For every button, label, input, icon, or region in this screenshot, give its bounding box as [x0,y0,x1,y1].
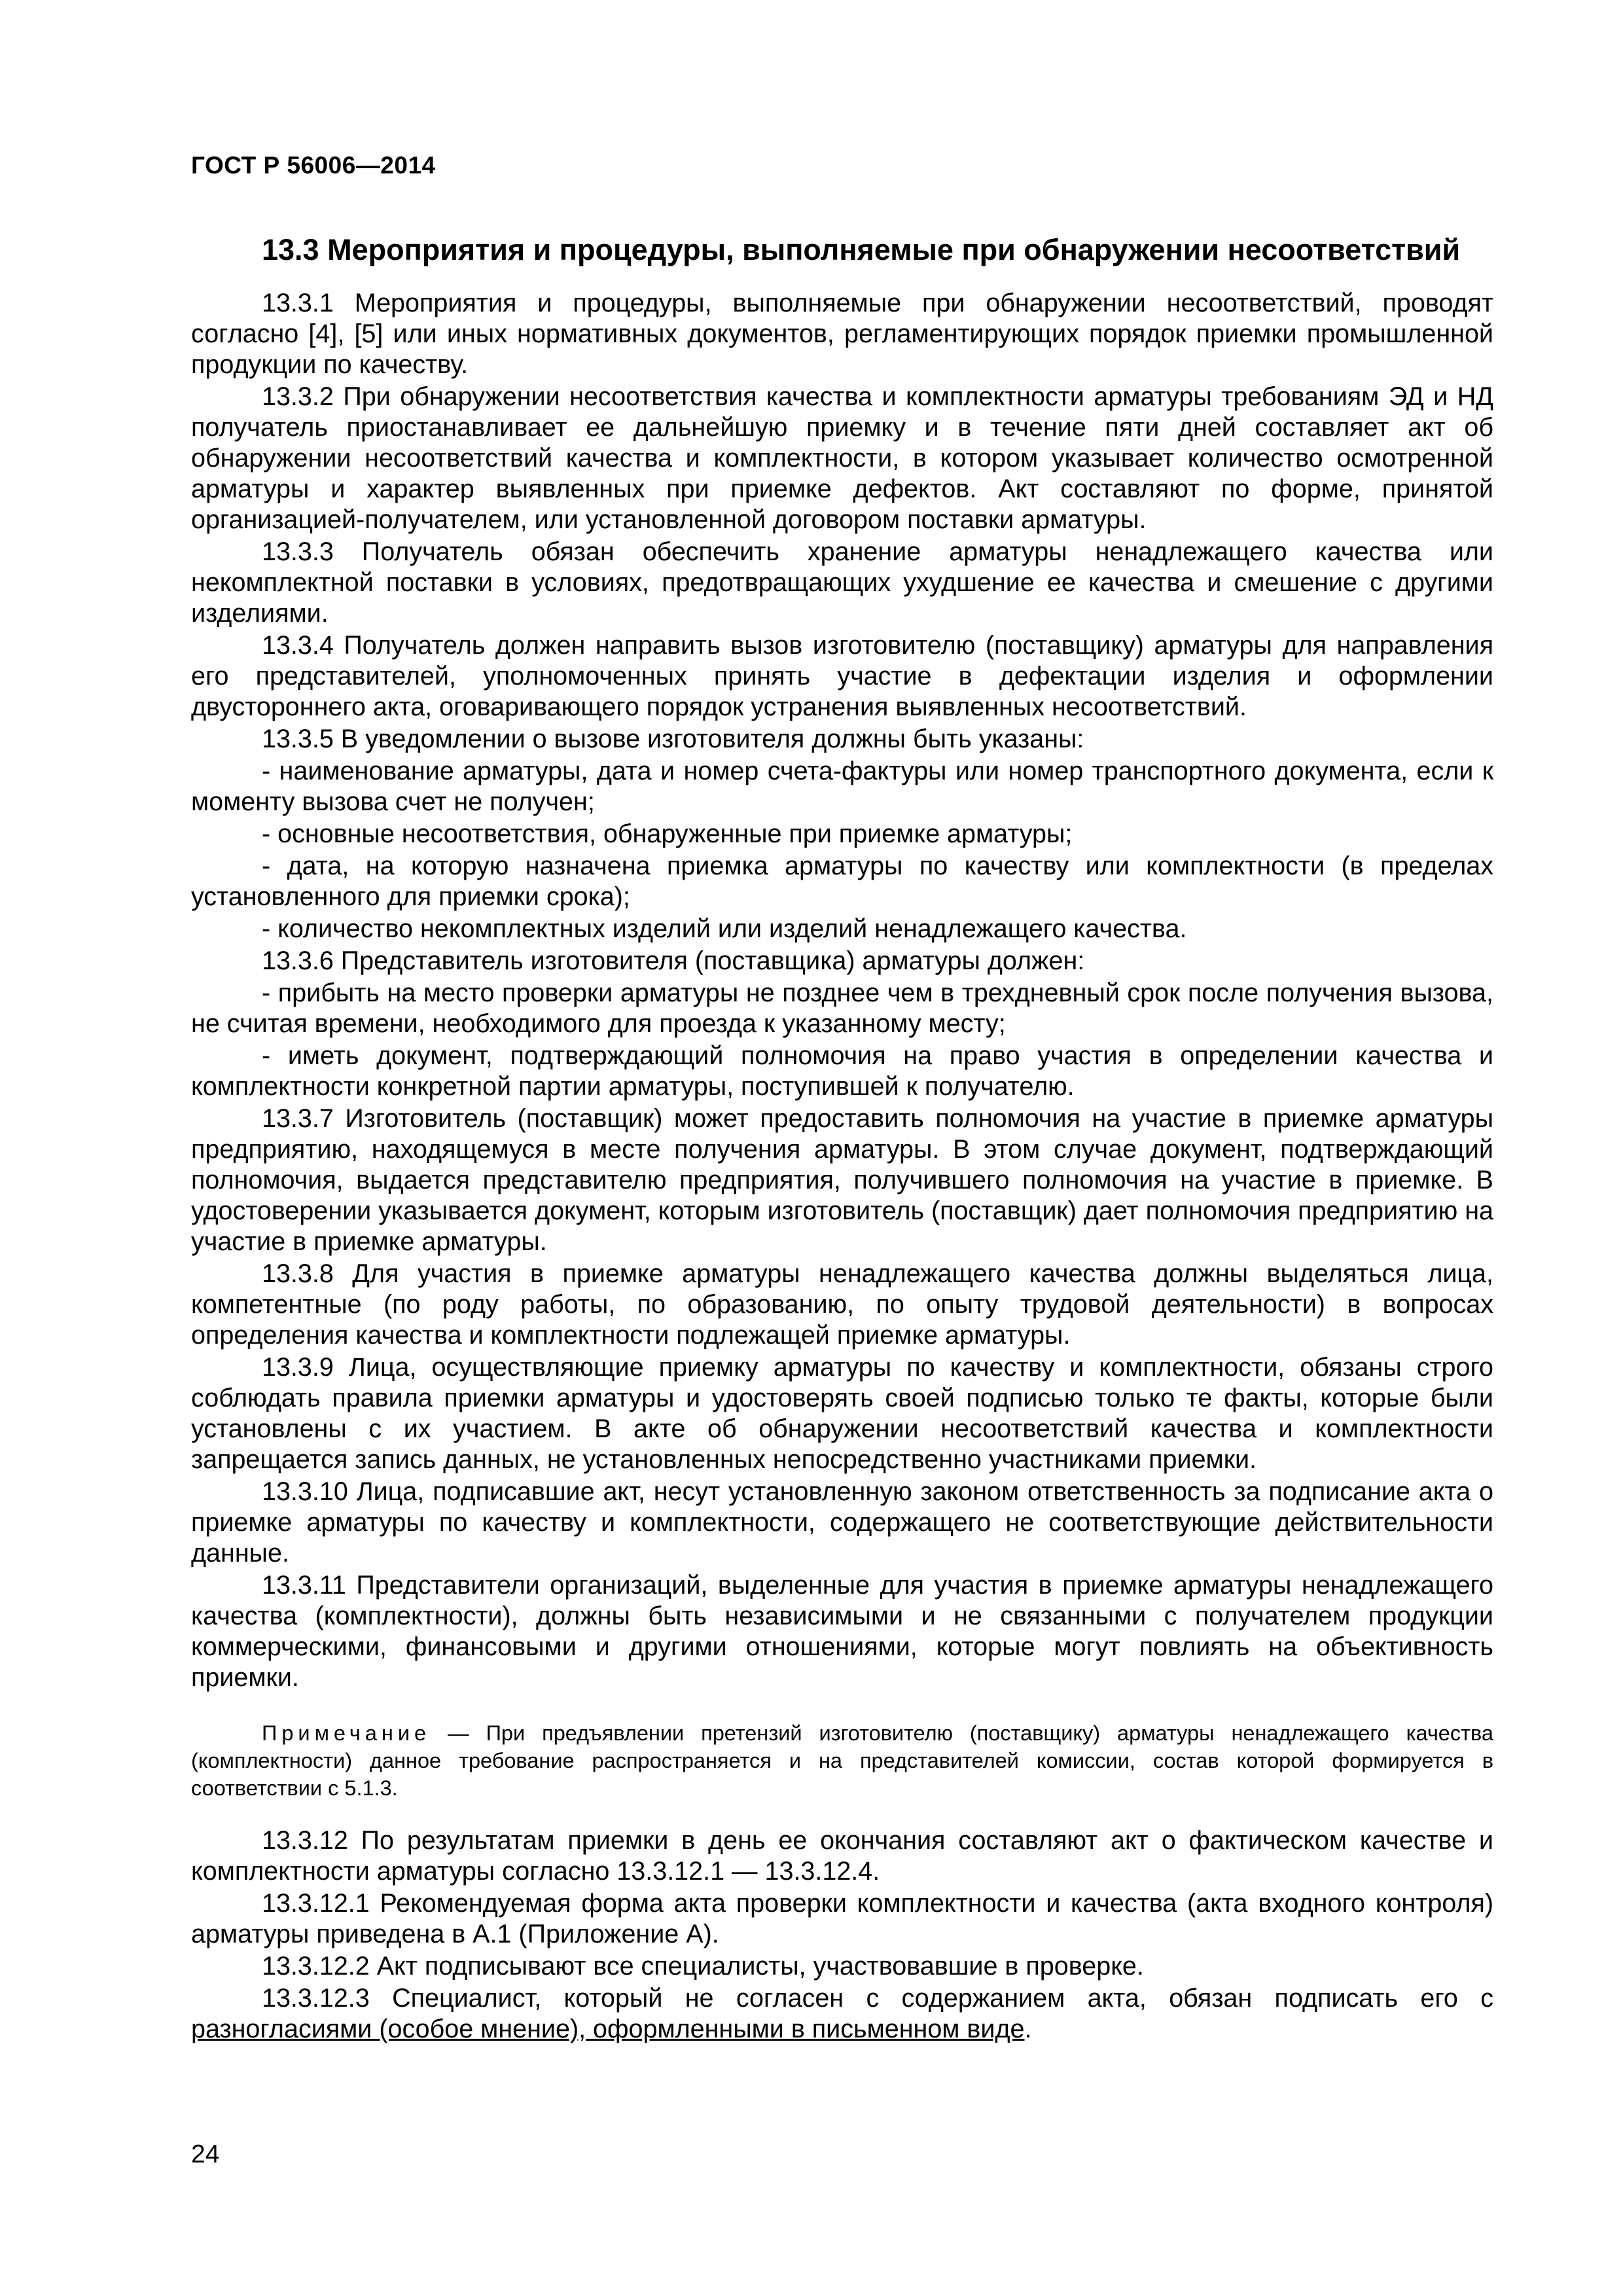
paragraph-13-3-1: 13.3.1 Мероприятия и процедуры, выполняемые при обнаружении несоответствий, проводят согласно [4], [5] или иных нормативных документов, регламентирующих порядок приемки промышленной продукции по качеству. [191,288,1493,379]
document-standard-number: ГОСТ Р 56006—2014 [191,152,436,179]
section-title: 13.3 Мероприятия и процедуры, выполняемые при обнаружении несоответствий [262,233,1461,266]
list-item: - наименование арматуры, дата и номер счета-фактуры или номер транспортного документа, если к моменту вызова счет не получен; [191,756,1493,816]
paragraph-13-3-5: 13.3.5 В уведомлении о вызове изготовителя должны быть указаны: [262,724,1084,753]
paragraph-13-3-12-2: 13.3.12.2 Акт подписывают все специалисты, участвовавшие в проверке. [262,1951,1144,1981]
paragraph-13-3-10: 13.3.10 Лица, подписавшие акт, несут установленную законом ответственность за подписание акта о приемке арматуры по качеству и комплектности, содержащего не соответствующие действительности данные. [191,1477,1493,1568]
paragraph-text: 13.3.12.3 Специалист, который не согласен с содержанием акта, обязан подписать его с [262,1983,1493,2013]
paragraph-13-3-9: 13.3.9 Лица, осуществляющие приемку арматуры по качеству и комплектности, обязаны строго соблюдать правила приемки арматуры и удостоверять своей подписью только те факты, которые были установлены с их участием. В акте об обнаружении несоответствий качества и комплектности запрещается запись данных, не установленных непосредственно участниками приемки. [191,1352,1493,1474]
note [191,1719,1493,1802]
paragraph-13-3-12-3 [191,1983,1493,2045]
paragraph-13-3-3: 13.3.3 Получатель обязан обеспечить хранение арматуры ненадлежащего качества или некомплектной поставки в условиях, предотвращающих ухудшение ее качества и смешение с другими изделиями. [191,537,1493,628]
list-item: - прибыть на место проверки арматуры не позднее чем в трехдневный срок после получения вызова, не считая времени, необходимого для проезда к указанному месту; [191,978,1493,1038]
note-text: — При предъявлении претензий изготовителю (поставщику) арматуры ненадлежащего качества (комплектности) данное требование распространяется и на представителей комиссии, состав которой формируется в соответствии с 5.1.3. [191,1721,1493,1800]
paragraph-13-3-7: 13.3.7 Изготовитель (поставщик) может предоставить полномочия на участие в приемке арматуры предприятию, находящемуся в месте получения арматуры. В этом случае документ, подтверждающий полномочия, выдается представителю предприятия, получившего полномочия на участие в приемке. В удостоверении указывается документ, которым изготовитель (поставщик) дает полномочия предприятию на участие в приемке арматуры. [191,1103,1494,1256]
list-item: - количество некомплектных изделий или изделий ненадлежащего качества. [262,914,1187,943]
list-item: - основные несоответствия, обнаруженные при приемке арматуры; [262,819,1073,848]
paragraph-13-3-12: 13.3.12 По результатам приемки в день ее окончания составляют акт о фактическом качестве и комплектности арматуры согласно 13.3.12.1 — 13.3.12.4. [191,1825,1493,1886]
paragraph-13-3-2: 13.3.2 При обнаружении несоответствия качества и комплектности арматуры требованиям ЭД и НД получатель приостанавливает ее дальнейшую приемку и в течение пяти дней составляет акт об обнаружении несоответствий качества и комплектности, в котором указывает количество осмотренной арматуры и характер выявленных при приемке дефектов. Акт составляют по форме, принятой организацией-получателем, или установленной договором поставки арматуры. [191,382,1493,534]
paragraph-13-3-12-1: 13.3.12.1 Рекомендуемая форма акта проверки комплектности и качества (акта входного контроля) арматуры приведена в А.1 (Приложение А). [191,1888,1493,1948]
list-item: - дата, на которую назначена приемка арматуры по качеству или комплектности (в пределах установленного для приемки срока); [191,851,1493,911]
list-item: - иметь документ, подтверждающий полномочия на право участия в определении качества и комплектности конкретной партии арматуры, поступившей к получателю. [191,1041,1493,1101]
underlined-text: разногласиями (особое мнение), оформленными в письменном виде [191,2014,1025,2043]
paragraph-13-3-11: 13.3.11 Представители организаций, выделенные для участия в приемке арматуры ненадлежащего качества (комплектности), должны быть независимыми и не связанными с получателем продукции коммерческими, финансовыми и другими отношениями, которые могут повлиять на объективность приемки. [191,1570,1493,1692]
note-label: Примечание [262,1721,431,1745]
page-number: 24 [191,2140,220,2168]
document-body [191,233,1493,2046]
paragraph-13-3-4: 13.3.4 Получатель должен направить вызов изготовителю (поставщику) арматуры для направления его представителей, уполномоченных принять участие в дефектации изделия и оформлении двустороннего акта, оговаривающего порядок устранения выявленных несоответствий. [191,630,1493,721]
paragraph-13-3-6: 13.3.6 Представитель изготовителя (поставщика) арматуры должен: [262,946,1085,975]
paragraph-end: . [1024,2014,1032,2043]
paragraph-13-3-8: 13.3.8 Для участия в приемке арматуры ненадлежащего качества должны выделяться лица, компетентные (по роду работы, по образованию, по опыту трудовой деятельности) в вопросах определения качества и комплектности подлежащей приемке арматуры. [191,1259,1493,1350]
